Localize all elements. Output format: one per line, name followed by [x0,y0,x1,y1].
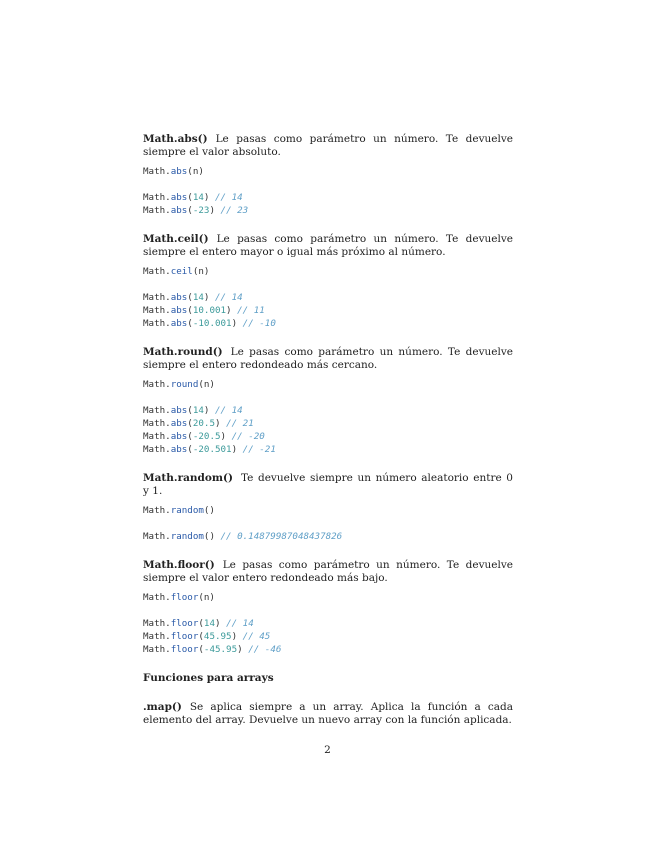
code-dot: . [165,205,171,216]
code-argument: 45.95 [203,631,232,642]
code-method: random [170,531,204,542]
code-comment: // 14 [215,292,243,303]
code-example-line [143,617,513,630]
function-description-text: Te devuelve siempre un número aleatorio entre 0 y 1. [143,472,513,497]
code-object: Math [143,405,166,416]
code-signature [143,378,513,391]
code-paren-open: ( [187,205,193,216]
code-paren-close: ) [203,405,215,416]
code-signature [143,265,513,278]
code-method: floor [170,631,199,642]
code-argument: 14 [192,192,204,203]
code-args: () [203,505,215,516]
code-example-line [143,304,513,317]
document-body [143,133,513,727]
code-dot: . [165,444,171,455]
code-object: Math [143,166,166,177]
code-comment: // 45 [242,631,271,642]
code-argument: -23 [192,205,210,216]
function-heading: Math.ceil() [143,233,209,245]
function-heading: Math.abs() [143,133,208,145]
code-dot: . [165,192,171,203]
code-paren-open: ( [198,644,204,655]
code-argument: 14 [192,405,204,416]
code-comment: // 14 [215,405,243,416]
function-heading: Math.random() [143,472,233,484]
code-paren-open: ( [187,292,193,303]
section-title-arrays: Funciones para arrays [143,672,274,684]
code-paren-open: ( [198,631,204,642]
code-method: ceil [170,266,193,277]
code-method: abs [170,166,188,177]
code-method: abs [170,431,188,442]
code-method: abs [170,292,188,303]
map-description [143,701,513,727]
code-signature [143,504,513,517]
function-description-text: Le pasas como parámetro un número. Te devuelve siempre el entero mayor o igual más próximo al número. [143,233,513,258]
code-dot: . [165,418,171,429]
code-paren-open: ( [187,444,193,455]
section-description [143,346,513,372]
code-paren-close: ) [209,531,221,542]
code-paren-open: ( [187,305,193,316]
code-argument: -45.95 [203,644,238,655]
code-signature [143,591,513,604]
code-comment: // -21 [242,444,276,455]
section-description [143,233,513,259]
function-description-text: Se aplica siempre a un array. Aplica la función a cada elemento del array. Devuelve un nuevo array con la función aplicada. [143,701,513,726]
code-argument: 14 [192,292,204,303]
code-argument: -10.001 [192,318,232,329]
code-object: Math [143,531,166,542]
function-heading: Math.round() [143,346,223,358]
code-paren-open: ( [187,192,193,203]
code-comment: // -46 [248,644,282,655]
code-comment: // 0.14879987048437826 [220,531,343,542]
code-object: Math [143,431,166,442]
code-comment: // 21 [226,418,254,429]
code-signature [143,165,513,178]
code-dot: . [165,631,171,642]
code-dot: . [165,379,171,390]
code-args: (n) [198,379,215,390]
code-paren-close: ) [220,431,232,442]
code-comment: // 14 [226,618,254,629]
code-dot: . [165,292,171,303]
code-method: abs [170,444,188,455]
code-paren-close: ) [226,305,238,316]
code-method: floor [170,644,199,655]
code-object: Math [143,205,166,216]
code-example-line [143,404,513,417]
code-argument: 20.5 [192,418,215,429]
code-paren-close: ) [209,205,221,216]
code-argument: -20.501 [192,444,232,455]
code-object: Math [143,505,166,516]
code-example-line [143,417,513,430]
code-object: Math [143,618,166,629]
code-object: Math [143,292,166,303]
code-method: floor [170,618,199,629]
code-paren-close: ) [203,292,215,303]
code-method: abs [170,418,188,429]
code-dot: . [165,644,171,655]
code-object: Math [143,266,166,277]
section-description [143,559,513,585]
code-paren-open: ( [198,618,204,629]
code-example-line [143,204,513,217]
code-comment: // -20 [231,431,265,442]
code-example-line [143,443,513,456]
code-object: Math [143,318,166,329]
code-object: Math [143,631,166,642]
code-example-line [143,643,513,656]
code-example-line [143,630,513,643]
code-dot: . [165,505,171,516]
code-object: Math [143,418,166,429]
code-argument: 14 [203,618,215,629]
code-comment: // 14 [215,192,243,203]
code-argument: -20.5 [192,431,221,442]
code-method: random [170,505,204,516]
code-example-line [143,530,513,543]
code-paren-close: ) [231,444,243,455]
code-paren-open: ( [187,418,193,429]
code-dot: . [165,318,171,329]
code-object: Math [143,192,166,203]
code-dot: . [165,592,171,603]
function-description-text: Le pasas como parámetro un número. Te devuelve siempre el valor entero redondeado más bajo. [143,559,513,584]
code-object: Math [143,444,166,455]
code-paren-close: ) [214,418,227,429]
function-heading: .map() [143,701,182,713]
code-method: abs [170,192,188,203]
code-argument: 10.001 [192,305,227,316]
code-method: abs [170,318,188,329]
code-paren-close: ) [203,192,215,203]
code-method: floor [170,592,199,603]
function-description-text: Le pasas como parámetro un número. Te devuelve siempre el entero redondeado más cercano. [143,346,513,371]
section-description [143,133,513,159]
code-paren-open: ( [203,531,210,542]
code-args: (n) [187,166,204,177]
code-paren-open: ( [187,431,193,442]
code-comment: // 11 [237,305,265,316]
code-object: Math [143,644,166,655]
code-method: abs [170,205,188,216]
code-args: (n) [198,592,215,603]
code-args: (n) [192,266,210,277]
code-dot: . [165,431,171,442]
section-description [143,472,513,498]
code-object: Math [143,305,166,316]
code-method: round [170,379,199,390]
code-object: Math [143,592,166,603]
code-example-line [143,191,513,204]
code-paren-open: ( [187,405,193,416]
code-method: abs [170,305,188,316]
function-heading: Math.floor() [143,559,215,571]
code-dot: . [165,531,171,542]
code-paren-close: ) [231,631,243,642]
code-dot: . [165,618,171,629]
code-example-line [143,430,513,443]
code-method: abs [170,405,188,416]
code-example-line [143,317,513,330]
page-number: 2 [324,744,331,756]
code-example-line [143,291,513,304]
code-dot: . [165,166,171,177]
code-object: Math [143,379,166,390]
code-comment: // 23 [220,205,249,216]
code-paren-open: ( [187,318,193,329]
code-comment: // -10 [242,318,276,329]
code-paren-close: ) [214,618,227,629]
code-dot: . [165,266,171,277]
code-paren-close: ) [237,644,249,655]
code-paren-close: ) [231,318,243,329]
code-dot: . [165,405,171,416]
code-dot: . [165,305,171,316]
function-description-text: Le pasas como parámetro un número. Te devuelve siempre el valor absoluto. [143,133,513,158]
